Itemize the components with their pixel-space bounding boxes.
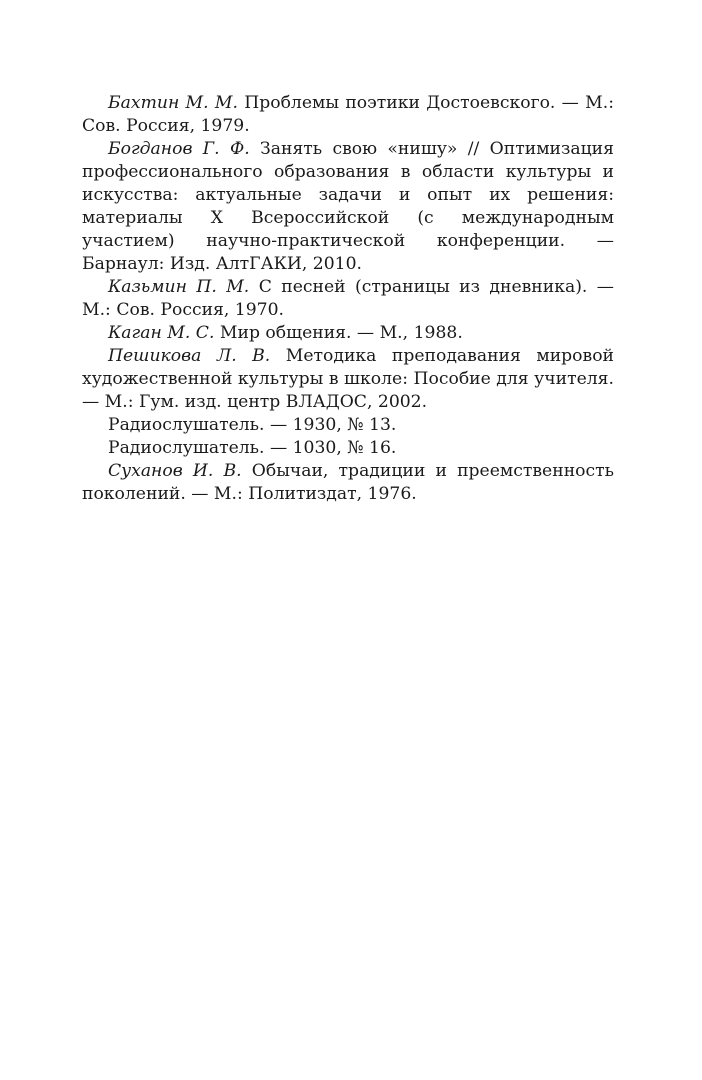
entry-text: С песней (страницы из дневника). — М.: Сов. Россия, 1970.: [82, 277, 614, 320]
entry-text: Занять свою «нишу» // Оптимизация профессионального образования в области культуры и искусства: актуальные задачи и опыт их решения: материалы X Всероссийской (с международным участием) научно-практической конференции. — Барнаул: Изд. АлтГАКИ, 2010.: [82, 139, 614, 274]
entry-text: Проблемы поэтики Достоевского. — М.: Сов. Россия, 1979.: [82, 93, 614, 136]
entry-author: Богданов Г. Ф.: [108, 139, 250, 159]
entry-text: Мир общения. — М., 1988.: [214, 323, 463, 343]
bibliography-list: [82, 92, 614, 506]
bibliography-entry: [82, 276, 614, 322]
bibliography-entry: [82, 345, 614, 414]
bibliography-entry: [82, 437, 614, 460]
bibliography-entry: [82, 322, 614, 345]
entry-author: Бахтин М. М.: [108, 93, 238, 113]
entry-author: Суханов И. В.: [108, 461, 242, 481]
bibliography-entry: [82, 138, 614, 276]
bibliography-entry: [82, 414, 614, 437]
entry-author: Пешикова Л. В.: [108, 346, 271, 366]
entry-author: Каган М. С.: [108, 323, 215, 343]
entry-text: Методика преподавания мировой художественной культуры в школе: Пособие для учителя. — М.: Гум. изд. центр ВЛАДОС, 2002.: [82, 346, 614, 412]
bibliography-entry: [82, 92, 614, 138]
entry-text: Радиослушатель. — 1930, № 13.: [108, 415, 397, 435]
entry-author: Казьмин П. М.: [108, 277, 250, 297]
entry-text: Радиослушатель. — 1030, № 16.: [108, 438, 397, 458]
bibliography-entry: [82, 460, 614, 506]
entry-text: Обычаи, традиции и преемственность поколений. — М.: Политиздат, 1976.: [82, 461, 614, 504]
